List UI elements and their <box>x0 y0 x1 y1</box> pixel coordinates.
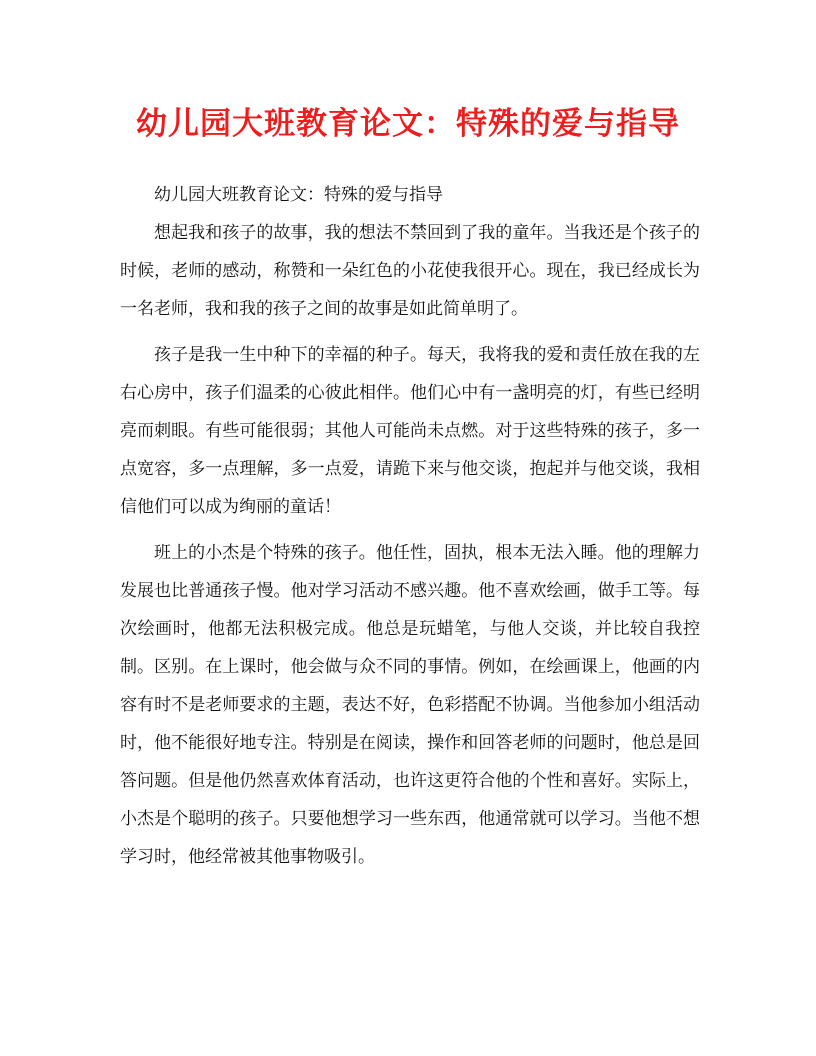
paragraph-memory: 想起我和孩子的故事，我的想法不禁回到了我的童年。当我还是个孩子的时候，老师的感动，称赞和一朵红色的小花使我很开心。现在，我已经成长为一名老师，我和我的孩子之间的故事是如此简单明了。 <box>120 223 700 319</box>
paragraph-subtitle: 幼儿园大班教育论文：特殊的爱与指导 <box>154 185 443 205</box>
document-body <box>120 176 700 876</box>
document-title: 幼儿园大班教育论文：特殊的爱与指导 <box>136 106 680 142</box>
paragraph-xiaojie: 班上的小杰是个特殊的孩子。他任性，固执，根本无法入睡。他的理解力发展也比普通孩子慢。他对学习活动不感兴趣。他不喜欢绘画，做手工等。每次绘画时，他都无法积极完成。他总是玩蜡笔，与他人交谈，并比较自我控制。区别。在上课时，他会做与众不同的事情。例如，在绘画课上，他画的内容有时不是老师要求的主题，表达不好，色彩搭配不协调。当他参加小组活动时，他不能很好地专注。特别是在阅读，操作和回答老师的问题时，他总是回答问题。但是他仍然喜欢体育活动，也许这更符合他的个性和喜好。实际上，小杰是个聪明的孩子。只要他想学习一些东西，他通常就可以学习。当他不想学习时，他经常被其他事物吸引。 <box>120 543 700 867</box>
paragraph-seeds: 孩子是我一生中种下的幸福的种子。每天，我将我的爱和责任放在我的左右心房中，孩子们温柔的心彼此相伴。他们心中有一盏明亮的灯，有些已经明亮而刺眼。有些可能很弱；其他人可能尚未点燃。对于这些特殊的孩子，多一点宽容，多一点理解，多一点爱，请跪下来与他交谈，抱起并与他交谈，我相信他们可以成为绚丽的童话！ <box>120 345 700 517</box>
